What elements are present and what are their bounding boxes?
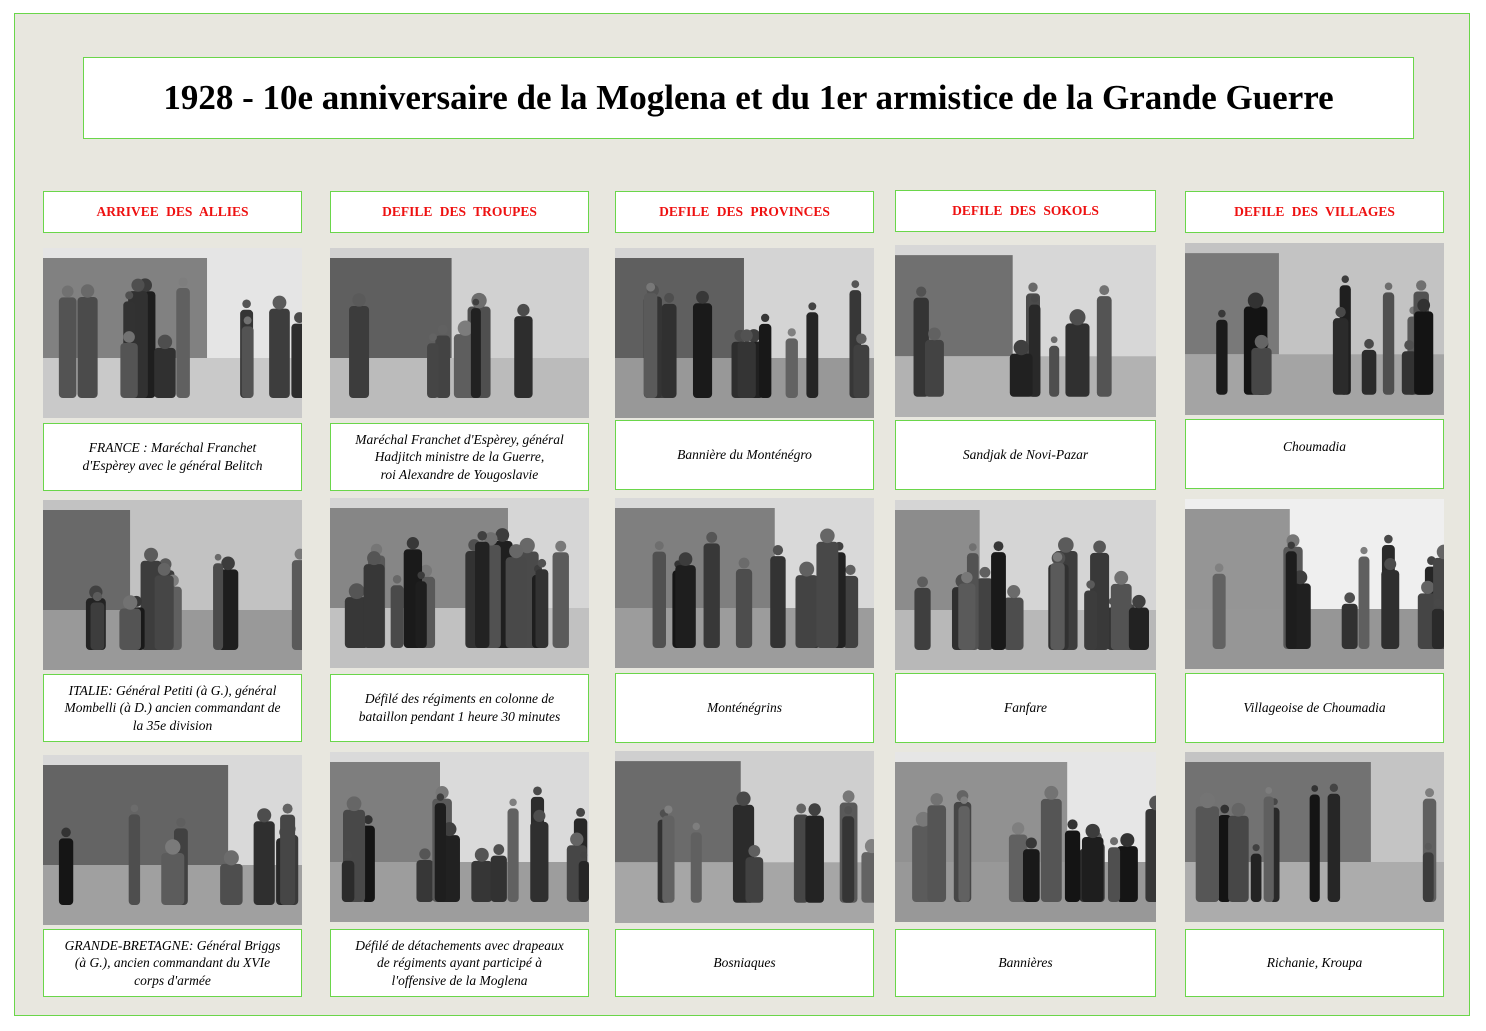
photo-caption: Richanie, Kroupa (1185, 929, 1444, 997)
photo-caption: FRANCE : Maréchal Franchet d'Espèrey avec le général Belitch (43, 423, 302, 491)
photo-caption: Défilé de détachements avec drapeaux de régiments ayant participé à l'offensive de la Moglena (330, 929, 589, 997)
photo-marechal-franchet-general-belitch (43, 248, 302, 418)
photo-villageoise (1185, 499, 1444, 669)
photo-caption: ITALIE: Général Petiti (à G.), général Mombelli (à D.) ancien commandant de la 35e division (43, 674, 302, 742)
photo-caption: Villageoise de Choumadia (1185, 673, 1444, 743)
poster-title: 1928 - 10e anniversaire de la Moglena et du 1er armistice de la Grande Guerre (83, 57, 1414, 139)
column-header: DEFILE DES TROUPES (330, 191, 589, 233)
photo-caption: Choumadia (1185, 419, 1444, 489)
photo-richanie-kroupa (1185, 752, 1444, 922)
column-header: ARRIVEE DES ALLIES (43, 191, 302, 233)
photo-caption: Bannière du Monténégro (615, 420, 874, 490)
photo-general-briggs (43, 755, 302, 925)
photo-sandjak (895, 245, 1156, 417)
photo-bosniaques (615, 751, 874, 923)
photo-caption: Défilé des régiments en colonne de bataillon pendant 1 heure 30 minutes (330, 674, 589, 742)
column-header: DEFILE DES SOKOLS (895, 190, 1156, 232)
photo-montenegrins (615, 498, 874, 668)
photo-caption: Fanfare (895, 673, 1156, 743)
photo-bannieres (895, 752, 1156, 922)
column-header: DEFILE DES VILLAGES (1185, 191, 1444, 233)
photo-detachements-drapeaux (330, 752, 589, 922)
photo-caption: Maréchal Franchet d'Espèrey, général Hadjitch ministre de la Guerre, roi Alexandre de Yougoslavie (330, 423, 589, 491)
photo-caption: Bannières (895, 929, 1156, 997)
photo-generaux-italiens (43, 500, 302, 670)
photo-fanfare (895, 500, 1156, 670)
photo-cavaliers (330, 248, 589, 418)
photo-caption: Bosniaques (615, 929, 874, 997)
photo-defile-regiments (330, 498, 589, 668)
photo-choumadia (1185, 243, 1444, 415)
photo-banniere-montenegro (615, 248, 874, 418)
photo-caption: GRANDE-BRETAGNE: Général Briggs (à G.), ancien commandant du XVIe corps d'armée (43, 929, 302, 997)
photo-caption: Monténégrins (615, 673, 874, 743)
column-header: DEFILE DES PROVINCES (615, 191, 874, 233)
photo-caption: Sandjak de Novi-Pazar (895, 420, 1156, 490)
